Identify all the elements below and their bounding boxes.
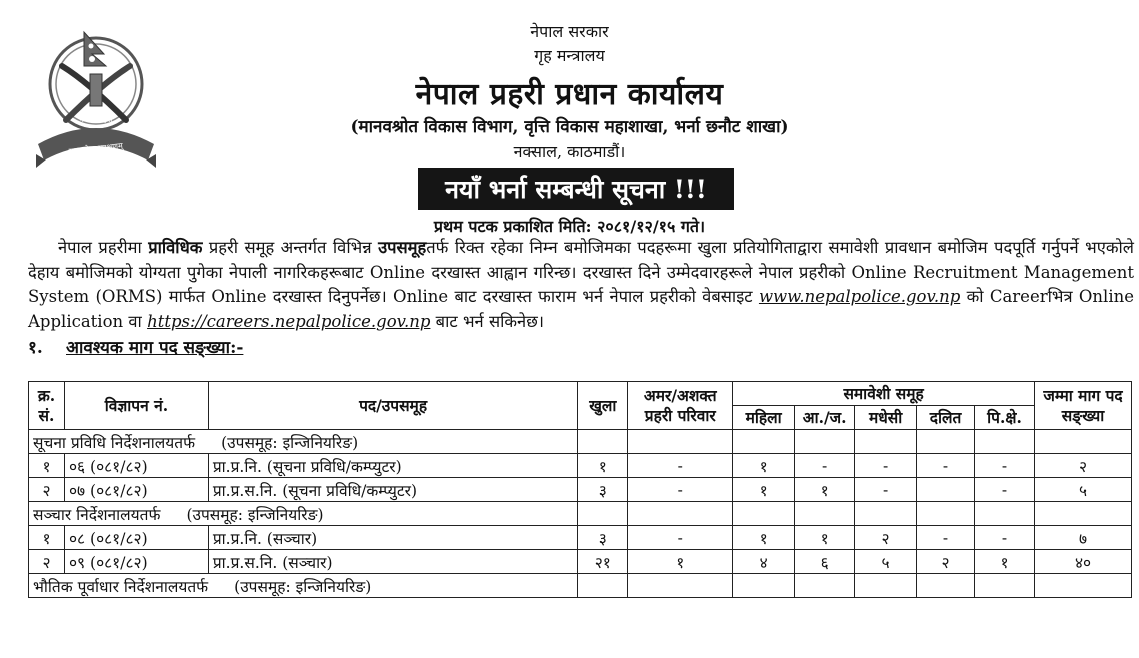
col-backward: पि.क्षे. xyxy=(975,406,1035,430)
col-women: महिला xyxy=(733,406,795,430)
table-row: १ ०८ (०८१/८२) प्रा.प्र.नि. (सञ्चार) ३ - १ १ २ - - ७ xyxy=(29,526,1132,550)
table-row: २ ०७ (०८१/८२) प्रा.प्र.स.नि. (सूचना प्रविधि/कम्प्युटर) ३ - १ १ - - ५ xyxy=(29,478,1132,502)
table-row: २ ०९ (०८१/८२) प्रा.प्र.स.नि. (सञ्चार) २१ १ ४ ६ ५ २ १ ४० xyxy=(29,550,1132,574)
notice-paragraph: नेपाल प्रहरीमा प्राविधिक प्रहरी समूह अन्तर्गत विभिन्न उपसमूहतर्फ रिक्त रहेका निम्न बमोजिमका पदहरूमा खुला प्रतियोगिताद्वारा समावेशी प्रावधान बमोजिम पदपूर्ति गर्नुपर्ने भएकोले देहाय बमोजिमको योग्यता पुगेका नेपाली नागरिकहरूबाट Online दरखास्त आह्वान गरिन्छ। दरखास्त दिने उम्मेदवारहरूले नेपाल प्रहरीको Online Recruitment Management System (ORMS) मार्फत Online दरखास्त दिनुपर्नेछ। Online बाट दरखास्त फाराम भर्न नेपाल प्रहरीको वेबसाइट www.nepalpolice.gov.np को Careerभित्र Online Application वा https://careers.nepalpolice.gov.np बाट भर्न सकिनेछ। xyxy=(28,238,1134,331)
department-title: (मानवश्रोत विकास विभाग, वृत्ति विकास महाशाखा, भर्ना छनौट शाखा) xyxy=(350,117,789,137)
col-dalit: दलित xyxy=(917,406,975,430)
col-martyr: अमर/अशक्त प्रहरी परिवार xyxy=(628,382,733,430)
website-link[interactable]: www.nepalpolice.gov.np xyxy=(758,287,961,306)
col-janajati: आ./ज. xyxy=(795,406,855,430)
col-open: खुला xyxy=(578,382,628,430)
col-madhesi: मधेसी xyxy=(855,406,917,430)
office-location: नक्साल, काठमाडौं। xyxy=(513,142,626,161)
group-row: सूचना प्रविधि निर्देशनालयतर्फ (उपसमूह: इन्जिनियरिङ) xyxy=(29,430,1132,454)
government-title: नेपाल सरकार xyxy=(530,22,609,41)
col-sn: क्र. सं. xyxy=(29,382,65,430)
group-row: सञ्चार निर्देशनालयतर्फ (उपसमूह: इन्जिनियरिङ) xyxy=(29,502,1132,526)
col-post: पद/उपसमूह xyxy=(208,382,578,430)
col-adv-no: विज्ञापन नं. xyxy=(64,382,208,430)
ministry-title: गृह मन्त्रालय xyxy=(534,46,605,65)
office-title: नेपाल प्रहरी प्रधान कार्यालय xyxy=(415,77,724,112)
emblem-motto: सत्य सेवा सुरक्षणम् xyxy=(68,141,124,156)
emblem-text-top: नेपाल प्रहरी xyxy=(79,115,113,124)
requirements-table xyxy=(28,381,1132,598)
col-total: जम्मा माग पद सङ्ख्या xyxy=(1035,382,1132,430)
section-heading: १. आवश्यक माग पद सङ्ख्या:- xyxy=(28,338,244,358)
col-inclusive: समावेशी समूह xyxy=(733,382,1035,406)
table-row: १ ०६ (०८१/८२) प्रा.प्र.नि. (सूचना प्रविधि/कम्प्युटर) १ - १ - - - - २ xyxy=(29,454,1132,478)
publish-date: प्रथम पटक प्रकाशित मिति: २०८१/१२/१५ गते। xyxy=(433,217,706,236)
notice-banner: नयाँ भर्ना सम्बन्धी सूचना !!! xyxy=(418,168,734,210)
careers-link[interactable]: https://careers.nepalpolice.gov.np xyxy=(147,311,431,331)
group-row: भौतिक पूर्वाधार निर्देशनालयतर्फ (उपसमूह: इन्जिनियरिङ) xyxy=(29,574,1132,598)
